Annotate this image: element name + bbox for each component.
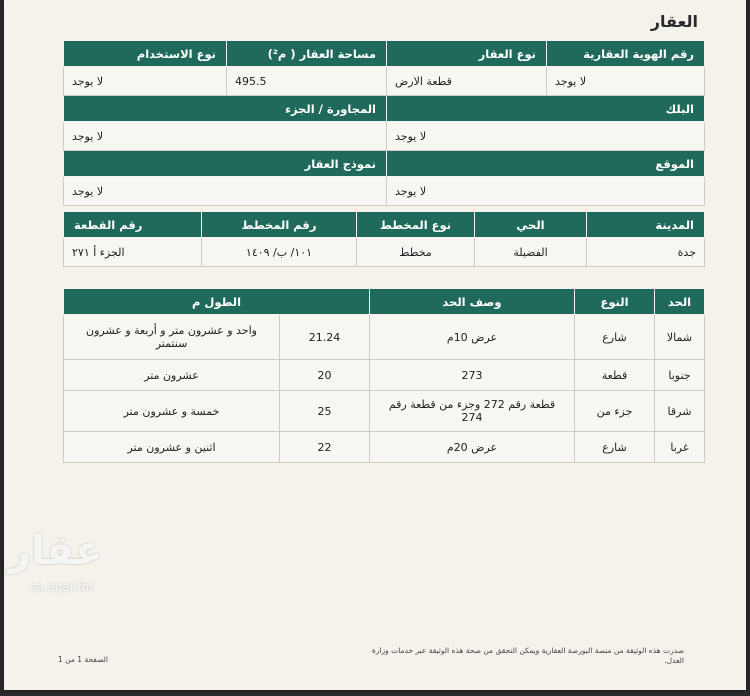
bound-type: قطعة bbox=[575, 360, 655, 391]
bound-length-number: 20 bbox=[280, 360, 370, 391]
header-plot-number: رقم القطعة bbox=[64, 212, 202, 238]
table-row bbox=[64, 432, 705, 463]
property-table bbox=[63, 40, 705, 206]
page-number: الصفحة 1 من 1 bbox=[58, 655, 108, 664]
header-property-model: نموذج العقار bbox=[64, 151, 387, 177]
watermark-site: sa.aqar.fm bbox=[30, 580, 94, 594]
table-row bbox=[64, 360, 705, 391]
bound-length-text: عشرون متر bbox=[64, 360, 280, 391]
property-header-row-2 bbox=[64, 96, 705, 122]
value-plot-number: الجزء أ ٢٧١ bbox=[64, 238, 202, 267]
bound-desc: 273 bbox=[370, 360, 575, 391]
header-neighborhood-part: المجاورة / الجزء bbox=[64, 96, 387, 122]
table-row bbox=[64, 391, 705, 432]
bound-desc: عرض 20م bbox=[370, 432, 575, 463]
value-block: لا يوجد bbox=[387, 122, 705, 151]
boundaries-table bbox=[63, 288, 705, 463]
value-property-area: 495.5 bbox=[227, 67, 387, 96]
value-location: لا يوجد bbox=[387, 177, 705, 206]
bound-side: غربا bbox=[655, 432, 705, 463]
boundaries-header-row bbox=[64, 289, 705, 315]
bound-desc: عرض 10م bbox=[370, 315, 575, 360]
header-bound-desc: وصف الحد bbox=[370, 289, 575, 315]
value-property-id: لا يوجد bbox=[547, 67, 705, 96]
bound-length-number: 21.24 bbox=[280, 315, 370, 360]
header-city: المدينة bbox=[587, 212, 705, 238]
header-property-type: نوع العقار bbox=[387, 41, 547, 67]
value-plan-type: مخطط bbox=[357, 238, 475, 267]
value-property-model: لا يوجد bbox=[64, 177, 387, 206]
property-header-row-1 bbox=[64, 41, 705, 67]
aqar-watermark bbox=[0, 528, 120, 608]
plan-table bbox=[63, 211, 705, 267]
bound-side: شمالا bbox=[655, 315, 705, 360]
property-value-row-1 bbox=[64, 67, 705, 96]
header-district: الحي bbox=[475, 212, 587, 238]
header-property-id: رقم الهوية العقارية bbox=[547, 41, 705, 67]
bound-type: جزء من bbox=[575, 391, 655, 432]
header-plan-number: رقم المخطط bbox=[202, 212, 357, 238]
bound-type: شارع bbox=[575, 432, 655, 463]
plan-value-row bbox=[64, 238, 705, 267]
header-block: البلك bbox=[387, 96, 705, 122]
header-length: الطول م bbox=[64, 289, 370, 315]
value-property-type: قطعة الارض bbox=[387, 67, 547, 96]
header-side: الحد bbox=[655, 289, 705, 315]
value-city: جدة bbox=[587, 238, 705, 267]
value-plan-number: ١٠١/ ب/ ١٤٠٩ bbox=[202, 238, 357, 267]
property-value-row-2 bbox=[64, 122, 705, 151]
bound-length-text: خمسة و عشرون متر bbox=[64, 391, 280, 432]
property-header-row-3 bbox=[64, 151, 705, 177]
header-location: الموقع bbox=[387, 151, 705, 177]
plan-header-row bbox=[64, 212, 705, 238]
header-usage-type: نوع الاستخدام bbox=[64, 41, 227, 67]
value-district: الفضيلة bbox=[475, 238, 587, 267]
header-property-area: مساحة العقار ( م²) bbox=[227, 41, 387, 67]
bound-desc: قطعة رقم 272 وجزء من قطعة رقم 274 bbox=[370, 391, 575, 432]
footer-note: صدرت هذه الوثيقة من منصة البورصة العقارية ويمكن التحقق من صحة هذه الوثيقة عبر خدمات وزارة العدل. bbox=[371, 646, 684, 665]
value-neighborhood-part: لا يوجد bbox=[64, 122, 387, 151]
header-plan-type: نوع المخطط bbox=[357, 212, 475, 238]
bound-length-text: واحد و عشرون متر و أربعة و عشرون سنتمتر bbox=[64, 315, 280, 360]
bound-side: شرقا bbox=[655, 391, 705, 432]
bound-length-number: 25 bbox=[280, 391, 370, 432]
bound-length-number: 22 bbox=[280, 432, 370, 463]
property-value-row-3 bbox=[64, 177, 705, 206]
table-row bbox=[64, 315, 705, 360]
section-title: العقار bbox=[650, 12, 698, 31]
bound-type: شارع bbox=[575, 315, 655, 360]
bound-length-text: اثنين و عشرون متر bbox=[64, 432, 280, 463]
value-usage-type: لا يوجد bbox=[64, 67, 227, 96]
header-bound-type: النوع bbox=[575, 289, 655, 315]
bound-side: جنوبا bbox=[655, 360, 705, 391]
watermark-logo: عقار bbox=[8, 528, 103, 574]
